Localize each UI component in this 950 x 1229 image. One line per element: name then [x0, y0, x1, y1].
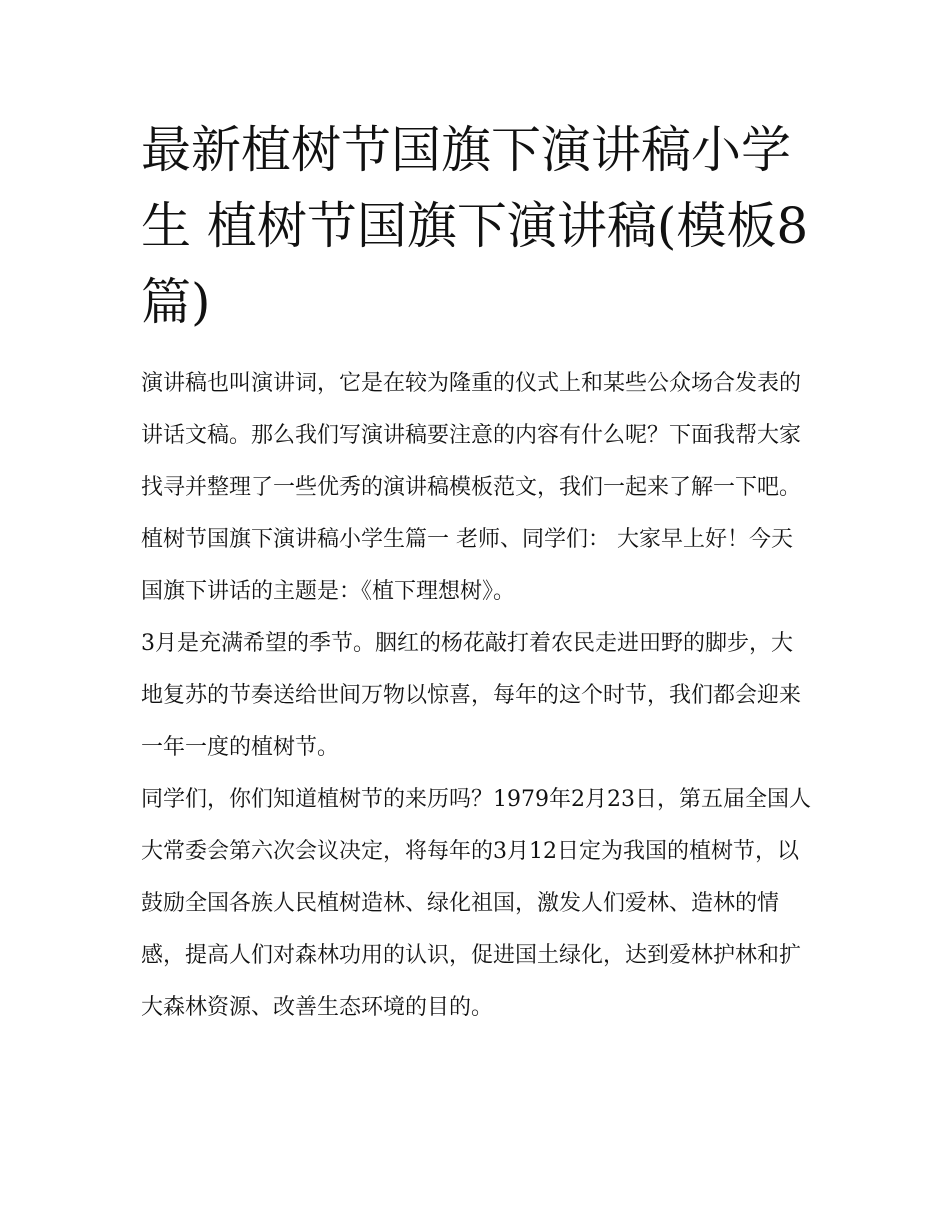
paragraph-greeting: 植树节国旗下演讲稿小学生篇一 老师、同学们： 大家早上好！今天国旗下讲话的主题是：《植下理想树》。: [141, 527, 793, 604]
paragraph-intro: 演讲稿也叫演讲词，它是在较为隆重的仪式上和某些公众场合发表的讲话文稿。那么我们写演讲稿要注意的内容有什么呢？下面我帮大家找寻并整理了一些优秀的演讲稿模板范文，我们一起来了解一下吧。: [141, 371, 802, 500]
document-body: [141, 358, 813, 1034]
document-title: 最新植树节国旗下演讲稿小学生 植树节国旗下演讲稿(模板8篇): [141, 121, 809, 331]
paragraph-history: 同学们，你们知道植树节的来历吗？1979年2月23日，第五届全国人大常委会第六次会议决定，将每年的3月12日定为我国的植树节，以鼓励全国各族人民植树造林、绿化祖国，激发人们爱林、造林的情感，提高人们对森林功用的认识，促进国土绿化，达到爱林护林和扩大森林资源、改善生态环境的目的。: [141, 787, 811, 1020]
paragraph-march: 3月是充满希望的季节。胭红的杨花敲打着农民走进田野的脚步，大地复苏的节奏送给世间万物以惊喜，每年的这个时节，我们都会迎来一年一度的植树节。: [141, 631, 802, 760]
